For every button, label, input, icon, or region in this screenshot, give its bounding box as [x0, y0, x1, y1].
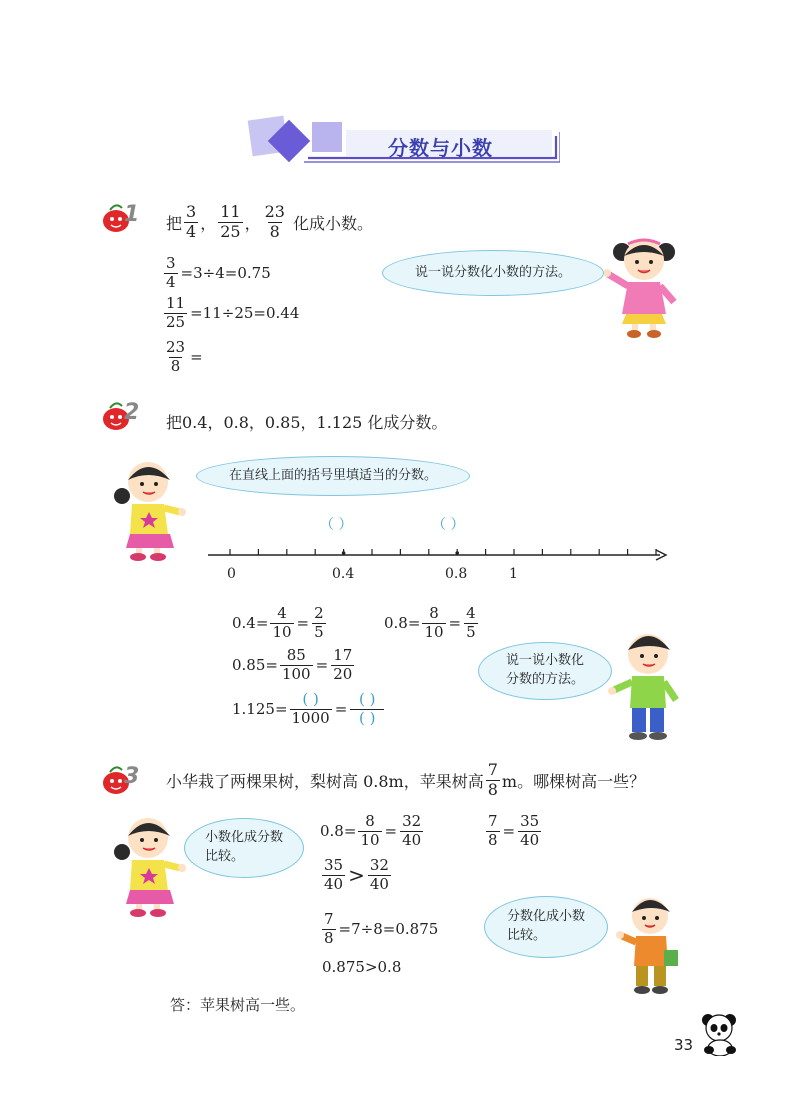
- q3-prompt-prefix: 小华栽了两棵果树，梨树高 0.8m，苹果树高: [166, 771, 484, 791]
- number-line-point: [455, 551, 459, 555]
- q3-eq-2: $\frac{7}{8}$ = $\frac{35}{40}$: [488, 812, 540, 849]
- badge-number-3: 3: [124, 764, 140, 789]
- number-line: [200, 510, 670, 590]
- bubble-text-line2: 比较。: [506, 928, 546, 943]
- q1-prompt-suffix: 化成小数。: [292, 213, 373, 233]
- fraction: $\frac{23}{8}$: [264, 202, 285, 241]
- q3-prompt: [166, 762, 645, 799]
- blank-paren-1[interactable]: （ ）: [320, 517, 353, 533]
- q1-line-2: $\frac{11}{25}$ =11÷25=0.44: [166, 294, 300, 331]
- page-title: 分数与小数: [388, 136, 493, 160]
- q3-prompt-suffix: m。哪棵树高一些？: [501, 771, 646, 791]
- speech-bubble-q3-left: [184, 818, 304, 878]
- q3-eq-3: $\frac{35}{40}$ > $\frac{32}{40}$: [324, 856, 389, 893]
- panda-icon: [700, 1010, 740, 1056]
- girl-yellow-illustration: [112, 456, 188, 562]
- speech-bubble-q3-right: [484, 896, 608, 958]
- fraction: $\frac{7}{8}$: [487, 760, 498, 799]
- title-banner: [238, 112, 560, 172]
- q2-eq-3: 0.85= $\frac{85}{100}$ = $\frac{17}{20}$: [232, 646, 353, 683]
- tick-label-0.4: 0.4: [332, 566, 355, 582]
- tick-label-0: 0: [227, 566, 236, 582]
- girl-yellow-illustration-q3: [112, 812, 188, 918]
- bubble-text-line1: 小数化成分数: [204, 830, 283, 846]
- tick-label-1: 1: [509, 566, 518, 582]
- q1-line-1: $\frac{3}{4}$ =3÷4=0.75: [166, 254, 271, 291]
- fraction: $\frac{3}{4}$: [186, 202, 197, 241]
- question-badge-3: [100, 762, 146, 798]
- bubble-text-line2: 分数的方法。: [505, 672, 584, 687]
- q3-eq-5: 0.875>0.8: [322, 958, 402, 976]
- bubble-text-line1: 说一说小数化: [505, 653, 584, 669]
- q2-prompt: 把0.4，0.8，0.85，1.125 化成分数。: [166, 413, 448, 432]
- boy-orange-illustration: [616, 894, 688, 998]
- question-badge-2: [100, 398, 146, 434]
- q3-eq-1: 0.8= $\frac{8}{10}$ = $\frac{32}{40}$: [320, 812, 422, 849]
- bubble-text: 在直线上面的括号里填适当的分数。: [228, 467, 437, 483]
- separator: ，: [200, 213, 217, 233]
- q2-eq-2: 0.8= $\frac{8}{10}$ = $\frac{4}{5}$: [384, 604, 476, 641]
- blank-denominator[interactable]: ( ): [350, 709, 384, 727]
- separator: ，: [244, 213, 261, 233]
- q1-prompt: [166, 204, 373, 241]
- speech-bubble-q2-boy: [478, 642, 612, 700]
- question-badge-1: [100, 200, 146, 236]
- q1-line-3: $\frac{23}{8}$ =: [166, 338, 203, 375]
- blank-numerator[interactable]: ( ): [302, 690, 319, 708]
- tick-label-0.8: 0.8: [445, 566, 468, 582]
- q2-eq-4: 1.125= $\frac{( )}{1000}$ = $\frac{( )}{( )}$: [232, 692, 386, 727]
- speech-bubble-q1: [382, 250, 604, 296]
- bubble-text-line1: 分数化成小数: [506, 909, 585, 925]
- q3-eq-4: $\frac{7}{8}$ =7÷8=0.875: [324, 910, 439, 947]
- blank-numerator[interactable]: ( ): [359, 690, 376, 708]
- boy-green-illustration: [606, 628, 690, 744]
- badge-number-1: 1: [124, 202, 140, 227]
- number-line-point: [342, 551, 346, 555]
- q1-prompt-prefix: 把: [166, 213, 183, 233]
- q2-eq-1: 0.4= $\frac{4}{10}$ = $\frac{2}{5}$: [232, 604, 324, 641]
- bubble-text: 说一说分数化小数的方法。: [414, 264, 571, 280]
- fraction: $\frac{11}{25}$: [220, 202, 241, 241]
- bubble-text-line2: 比较。: [204, 849, 244, 864]
- girl-illustration: [604, 232, 694, 340]
- badge-number-2: 2: [124, 400, 140, 425]
- blank-paren-2[interactable]: （ ）: [432, 517, 465, 533]
- speech-bubble-q2: [196, 456, 470, 496]
- q3-answer: 答：苹果树高一些。: [170, 996, 306, 1014]
- page-number: 33: [674, 1036, 694, 1054]
